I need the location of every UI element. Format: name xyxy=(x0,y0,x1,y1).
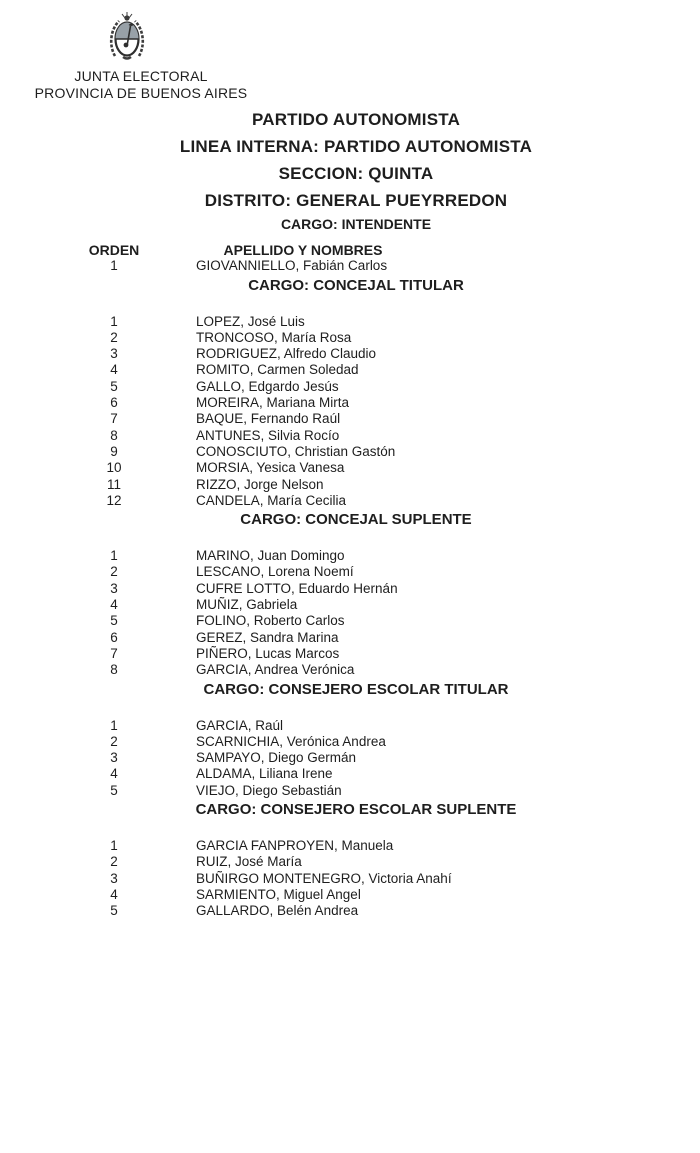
table-row xyxy=(0,783,700,799)
name-cell: ROMITO, Carmen Soledad xyxy=(196,362,359,378)
name-cell: CUFRE LOTTO, Eduardo Hernán xyxy=(196,580,398,596)
issuing-authority xyxy=(0,68,282,102)
name-cell: RIZZO, Jorge Nelson xyxy=(196,476,324,492)
name-cell: SCARNICHIA, Verónica Andrea xyxy=(196,733,386,749)
table-row xyxy=(0,346,700,362)
name-cell: RUIZ, José María xyxy=(196,854,302,870)
cargo-header: CARGO: CONSEJERO ESCOLAR SUPLENTE xyxy=(195,801,517,819)
name-cell: GIOVANNIELLO, Fabián Carlos xyxy=(196,258,388,274)
name-cell: GARCIA, Andrea Verónica xyxy=(196,662,355,678)
document-titles xyxy=(0,106,700,214)
table-row xyxy=(0,258,700,274)
table-row xyxy=(0,460,700,476)
name-cell: MORSIA, Yesica Vanesa xyxy=(196,460,345,476)
orden-cell: 4 xyxy=(110,766,118,782)
orden-cell: 2 xyxy=(110,329,118,345)
orden-cell: 11 xyxy=(106,476,121,492)
table-row xyxy=(0,411,700,427)
name-cell: TRONCOSO, María Rosa xyxy=(196,329,352,345)
orden-cell: 1 xyxy=(110,548,118,564)
orden-cell: 5 xyxy=(110,903,118,919)
table-row xyxy=(0,766,700,782)
orden-cell: 8 xyxy=(110,662,118,678)
table-row xyxy=(0,597,700,613)
orden-cell: 4 xyxy=(110,597,118,613)
orden-cell: 1 xyxy=(110,717,118,733)
name-cell: CONOSCIUTO, Christian Gastón xyxy=(196,443,396,459)
orden-cell: 6 xyxy=(110,629,118,645)
name-cell: SAMPAYO, Diego Germán xyxy=(196,750,357,766)
name-cell: CANDELA, María Cecilia xyxy=(196,492,347,508)
name-cell: PIÑERO, Lucas Marcos xyxy=(196,645,340,661)
table-row xyxy=(0,493,700,509)
name-cell: GALLARDO, Belén Andrea xyxy=(196,903,359,919)
name-cell: GARCIA, Raúl xyxy=(196,717,284,733)
orden-cell: 7 xyxy=(110,645,118,661)
table-row xyxy=(0,854,700,870)
table-row xyxy=(0,564,700,580)
orden-cell: 2 xyxy=(110,733,118,749)
table-row xyxy=(0,734,700,750)
name-cell: MUÑIZ, Gabriela xyxy=(196,597,298,613)
table-row xyxy=(0,330,700,346)
table-row xyxy=(0,903,700,919)
table-row xyxy=(0,613,700,629)
cargo-header: CARGO: CONSEJERO ESCOLAR TITULAR xyxy=(203,680,509,698)
party-title: PARTIDO AUTONOMISTA xyxy=(251,110,461,129)
orden-cell: 5 xyxy=(110,782,118,798)
orden-cell: 2 xyxy=(110,564,118,580)
cargo-header: CARGO: CONCEJAL TITULAR xyxy=(248,276,464,294)
coat-of-arms-icon xyxy=(107,12,147,62)
name-cell: LOPEZ, José Luis xyxy=(196,313,305,329)
orden-cell: 1 xyxy=(110,838,118,854)
name-cell: BAQUE, Fernando Raúl xyxy=(196,411,341,427)
table-row xyxy=(0,395,700,411)
orden-column-header: ORDEN xyxy=(88,242,140,258)
orden-cell: 3 xyxy=(110,750,118,766)
name-cell: MARINO, Juan Domingo xyxy=(196,548,345,564)
org-name-line2: PROVINCIA DE BUENOS AIRES xyxy=(34,85,248,101)
table-row xyxy=(0,838,700,854)
name-cell: BUÑIRGO MONTENEGRO, Victoria Anahí xyxy=(196,870,452,886)
table-row xyxy=(0,444,700,460)
orden-cell: 6 xyxy=(110,395,118,411)
orden-cell: 3 xyxy=(110,870,118,886)
distrito-title: DISTRITO: GENERAL PUEYRREDON xyxy=(204,191,508,210)
cargo-header: CARGO: INTENDENTE xyxy=(280,216,432,232)
name-cell: SARMIENTO, Miguel Angel xyxy=(196,886,361,902)
table-row xyxy=(0,428,700,444)
column-header-row xyxy=(0,242,700,258)
table-row xyxy=(0,718,700,734)
table-row xyxy=(0,477,700,493)
org-name-line1: JUNTA ELECTORAL xyxy=(74,68,208,84)
orden-cell: 2 xyxy=(110,854,118,870)
cargo-header: CARGO: CONCEJAL SUPLENTE xyxy=(240,511,472,529)
orden-cell: 4 xyxy=(110,886,118,902)
orden-cell: 9 xyxy=(110,443,118,459)
name-cell: VIEJO, Diego Sebastián xyxy=(196,782,342,798)
table-row xyxy=(0,887,700,903)
name-cell: ALDAMA, Liliana Irene xyxy=(196,766,333,782)
name-cell: MOREIRA, Mariana Mirta xyxy=(196,395,350,411)
name-cell: GARCIA FANPROYEN, Manuela xyxy=(196,838,394,854)
orden-cell: 1 xyxy=(110,258,118,274)
name-cell: GEREZ, Sandra Marina xyxy=(196,629,339,645)
candidate-table xyxy=(0,214,700,920)
table-row xyxy=(0,750,700,766)
orden-cell: 3 xyxy=(110,346,118,362)
orden-cell: 12 xyxy=(106,492,122,508)
orden-cell: 5 xyxy=(110,378,118,394)
orden-cell: 5 xyxy=(110,613,118,629)
table-row xyxy=(0,662,700,678)
table-row xyxy=(0,314,700,330)
orden-cell: 10 xyxy=(106,460,122,476)
name-cell: LESCANO, Lorena Noemí xyxy=(196,564,354,580)
orden-cell: 3 xyxy=(110,580,118,596)
orden-cell: 4 xyxy=(110,362,118,378)
table-row xyxy=(0,871,700,887)
table-row xyxy=(0,581,700,597)
name-cell: ANTUNES, Silvia Rocío xyxy=(196,427,340,443)
table-row xyxy=(0,630,700,646)
orden-cell: 8 xyxy=(110,427,118,443)
orden-cell: 7 xyxy=(110,411,118,427)
table-row xyxy=(0,379,700,395)
table-row xyxy=(0,362,700,378)
table-row xyxy=(0,548,700,564)
name-cell: FOLINO, Roberto Carlos xyxy=(196,613,345,629)
linea-interna-title: LINEA INTERNA: PARTIDO AUTONOMISTA xyxy=(179,137,533,156)
name-cell: RODRIGUEZ, Alfredo Claudio xyxy=(196,346,377,362)
orden-cell: 1 xyxy=(110,313,118,329)
nombres-column-header: APELLIDO Y NOMBRES xyxy=(223,242,383,258)
name-cell: GALLO, Edgardo Jesús xyxy=(196,378,339,394)
seccion-title: SECCION: QUINTA xyxy=(278,164,434,183)
table-row xyxy=(0,646,700,662)
